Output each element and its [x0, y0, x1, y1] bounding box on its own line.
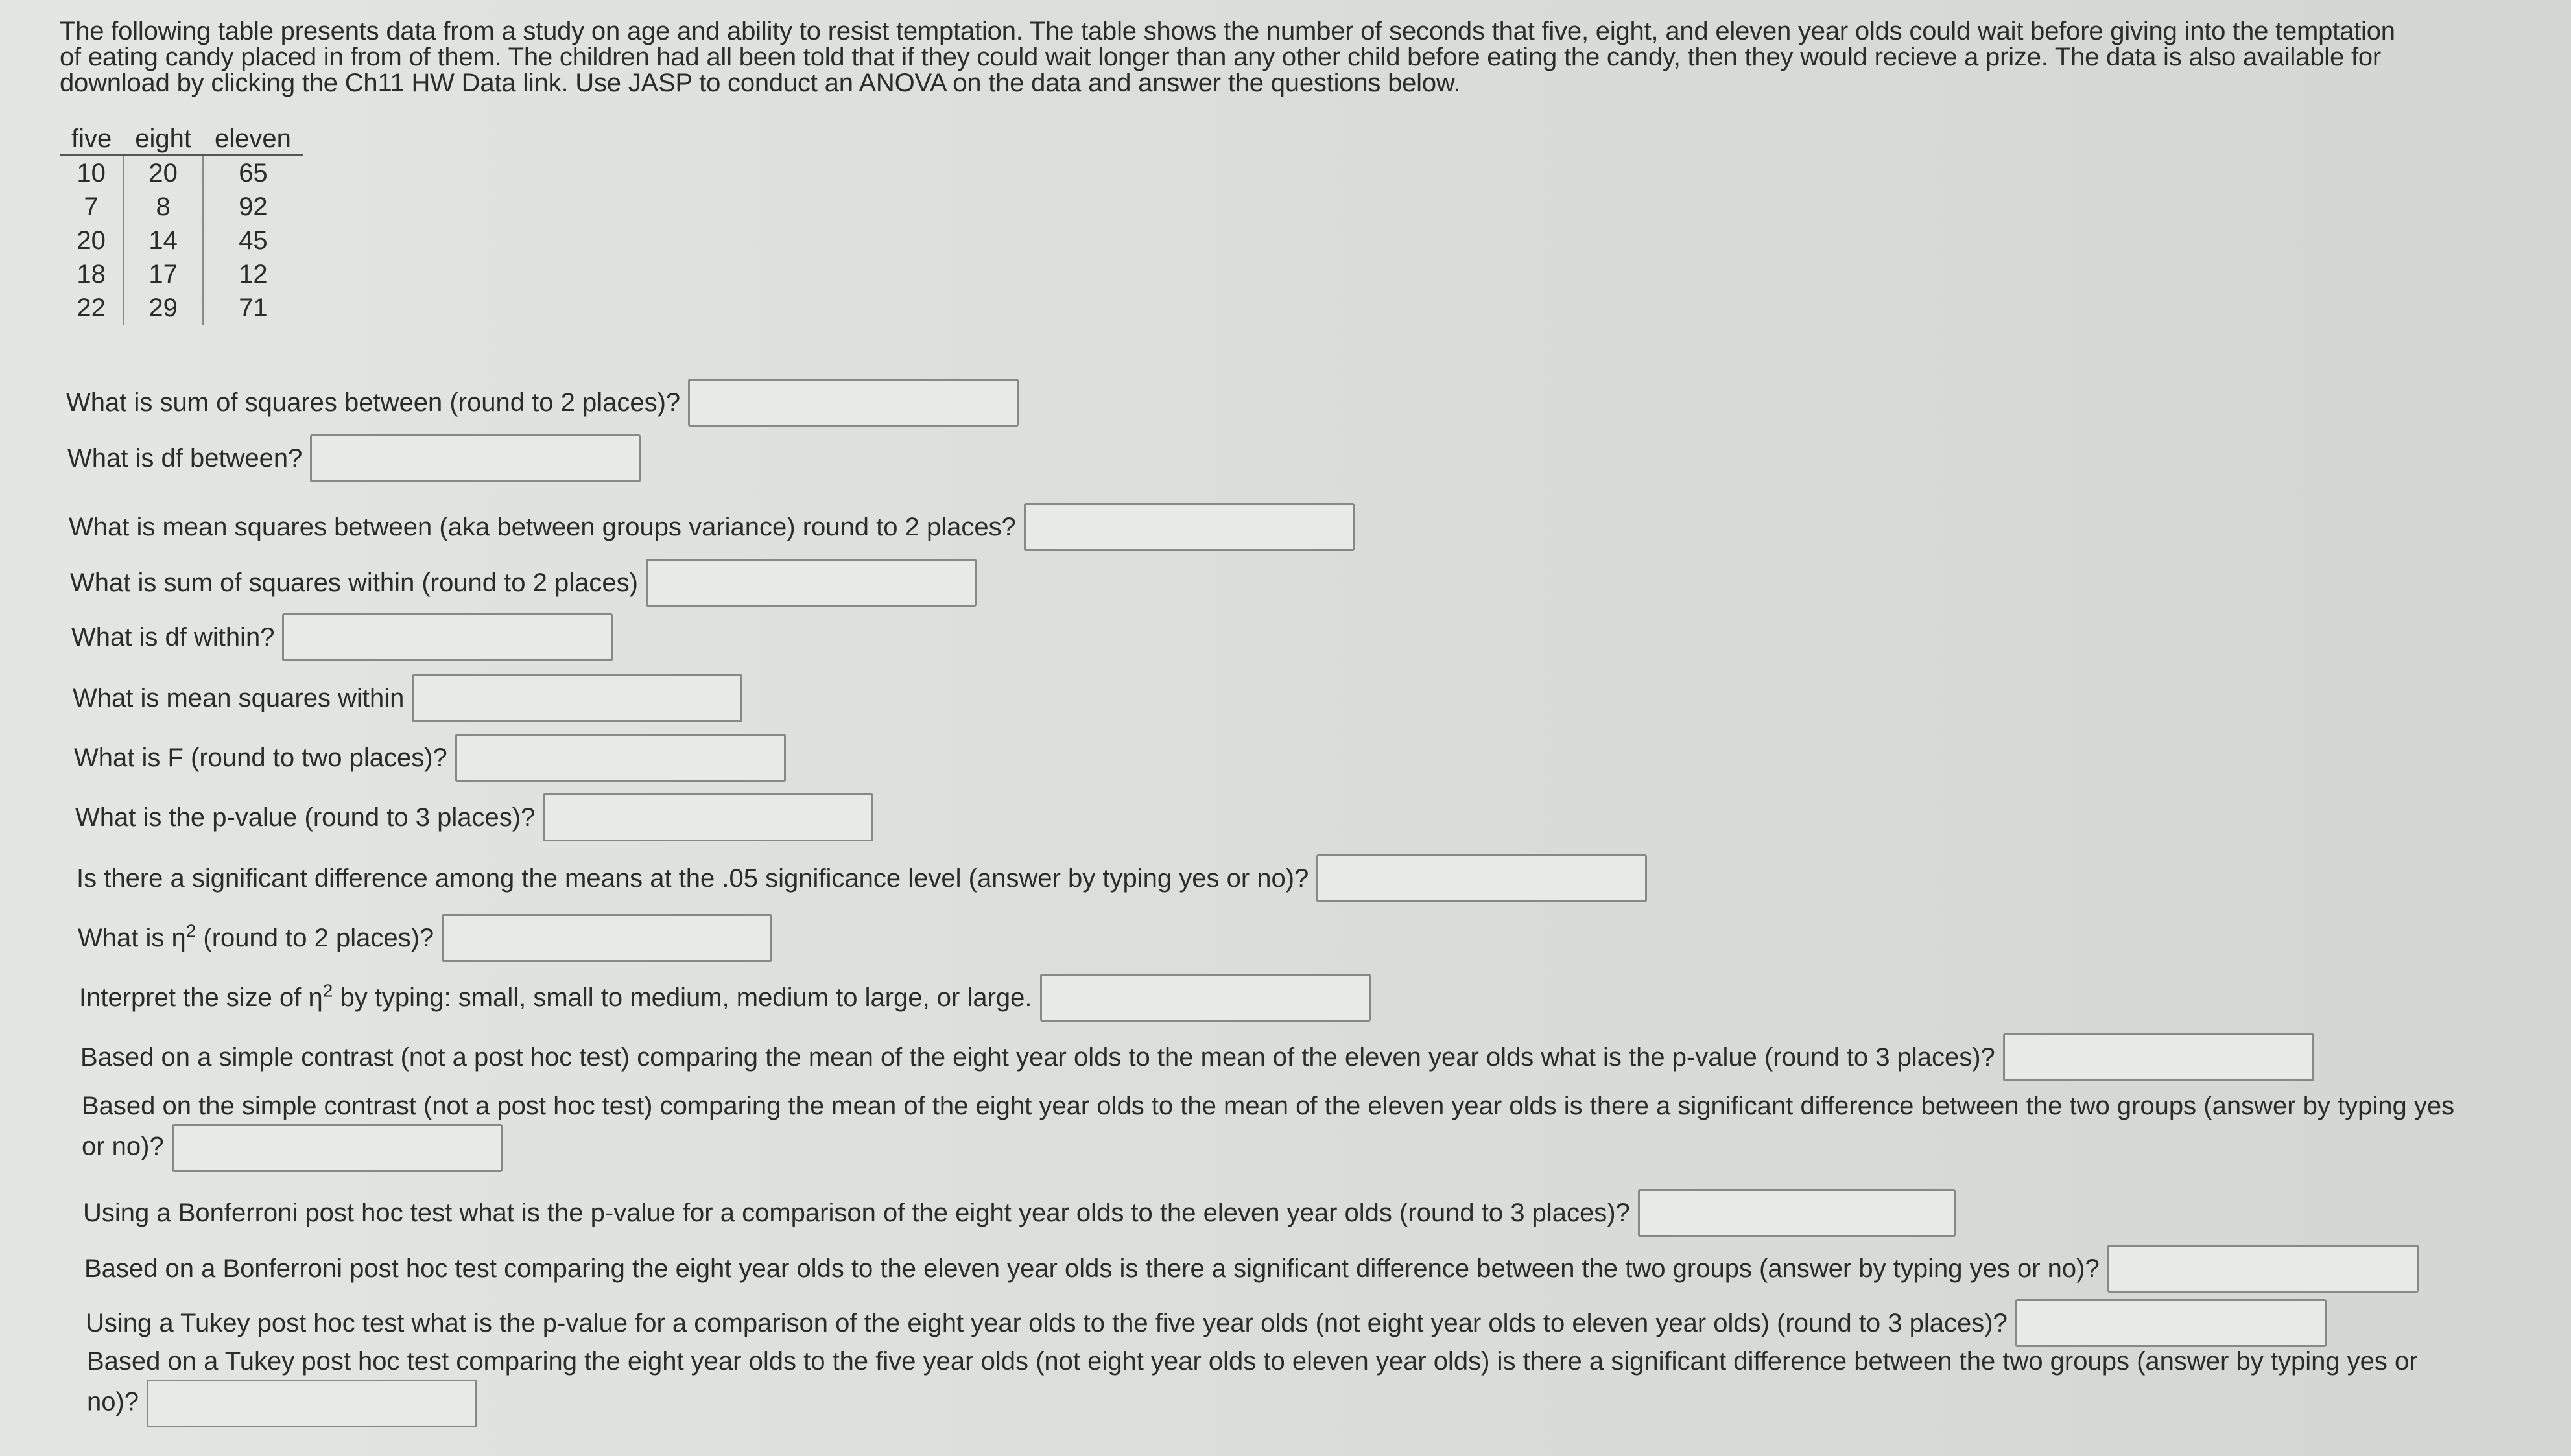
question-df-within [71, 613, 613, 661]
question-label-text: (round to 2 places)? [196, 924, 434, 952]
question-label-line-2: or no)? [82, 1132, 164, 1161]
question-label [78, 921, 434, 952]
column-header-five: five [60, 123, 123, 156]
question-ms-within [73, 674, 742, 722]
answer-bonferroni-significance-input[interactable] [2107, 1245, 2419, 1293]
question-df-between [67, 434, 641, 482]
question-label [79, 980, 1032, 1012]
table-cell: 65 [239, 158, 268, 187]
answer-ss-between-input[interactable] [688, 379, 1019, 427]
answer-eta-squared-input[interactable] [442, 914, 772, 962]
question-label-line-2-wrap [87, 1380, 2571, 1427]
table-cell: 20 [60, 224, 123, 257]
question-label-text: by typing: small, small to medium, medium to large, or large. [333, 983, 1032, 1012]
answer-ms-within-input[interactable] [412, 674, 742, 722]
question-label: What is sum of squares between (round to 2 places)? [66, 388, 681, 417]
question-contrast-p-value [80, 1033, 2314, 1081]
answer-significance-input[interactable] [1316, 854, 1647, 902]
question-label-line-1: Based on the simple contrast (not a post hoc test) comparing the mean of the eight year olds to the mean of the eleven year olds is there a significant difference between the two groups (answer by typing yes [82, 1092, 2455, 1120]
question-label: What is df within? [71, 623, 275, 652]
intro-line-1: The following table presents data from a study on age and ability to resist temptation. The table shows the number of seconds that five, eight, and eleven year olds could wait before giving into the temptation [60, 17, 2395, 45]
question-ss-between [66, 379, 1019, 427]
question-contrast-significance [82, 1088, 2571, 1172]
table-row [60, 257, 303, 291]
table-cell: 18 [60, 257, 123, 291]
answer-ms-between-input[interactable] [1024, 503, 1355, 551]
question-p-value [75, 793, 873, 841]
question-label-line-1: Based on a Tukey post hoc test comparing the eight year olds to the five year olds (not eight year olds to eleven year olds) is there a significant difference between the two groups (answer by typing yes or [87, 1347, 2418, 1376]
question-bonferroni-significance [84, 1245, 2419, 1293]
table-cell: 12 [239, 259, 268, 288]
data-table [60, 123, 303, 325]
answer-eta-size-input[interactable] [1040, 974, 1371, 1022]
answer-contrast-p-value-input[interactable] [2003, 1033, 2314, 1081]
question-bonferroni-p-value [83, 1189, 1956, 1237]
question-label-text: Interpret the size of η [79, 983, 323, 1012]
question-label-line-2: no)? [87, 1387, 139, 1416]
question-label: What is mean squares between (aka between groups variance) round to 2 places? [69, 513, 1016, 541]
answer-contrast-significance-input[interactable] [172, 1124, 503, 1172]
question-label: What is df between? [67, 444, 303, 473]
table-cell: 29 [123, 291, 203, 325]
column-header-eight: eight [123, 123, 203, 156]
table-cell: 20 [123, 156, 203, 191]
table-row [60, 224, 303, 257]
answer-df-within-input[interactable] [282, 613, 613, 661]
question-eta-size [79, 974, 1371, 1022]
question-tukey-p-value [86, 1299, 2327, 1347]
question-label: What is mean squares within [73, 684, 405, 712]
answer-bonferroni-p-value-input[interactable] [1638, 1189, 1956, 1237]
question-label: Based on a simple contrast (not a post hoc test) comparing the mean of the eight year olds to the mean of the eleven year olds what is the p-value (round to 3 places)? [80, 1043, 1995, 1072]
table-cell: 45 [239, 226, 268, 255]
table-cell: 14 [123, 224, 203, 257]
table-cell: 10 [60, 156, 123, 191]
question-label: Is there a significant difference among the means at the .05 significance level (answer by typing yes or no)? [77, 864, 1309, 893]
table-cell: 7 [60, 190, 123, 224]
question-label: What is sum of squares within (round to 2 places) [70, 569, 638, 597]
question-ss-within [70, 559, 977, 607]
question-significance [77, 854, 1647, 902]
answer-tukey-significance-input[interactable] [147, 1380, 477, 1427]
question-label: Based on a Bonferroni post hoc test comparing the eight year olds to the eleven year olds is there a significant difference between the two groups (answer by typing yes or no)? [84, 1254, 2100, 1283]
superscript-two: 2 [322, 980, 333, 1001]
table-row [60, 291, 303, 325]
question-label: Using a Tukey post hoc test what is the p-value for a comparison of the eight year olds to the five year olds (not eight year olds to eleven year olds) (round to 3 places)? [86, 1309, 2008, 1337]
question-label: What is the p-value (round to 3 places)? [75, 803, 536, 832]
answer-p-value-input[interactable] [543, 793, 873, 841]
answer-f-value-input[interactable] [455, 734, 786, 782]
table-row [60, 156, 303, 191]
question-eta-squared [78, 914, 772, 962]
superscript-two: 2 [185, 921, 196, 941]
question-label-line-2-wrap [82, 1124, 2571, 1172]
answer-df-between-input[interactable] [310, 434, 641, 482]
answer-ss-within-input[interactable] [646, 559, 977, 607]
table-cell: 17 [123, 257, 203, 291]
intro-line-3: download by clicking the Ch11 HW Data link. Use JASP to conduct an ANOVA on the data and answer the questions below. [60, 69, 1461, 97]
answer-tukey-p-value-input[interactable] [2015, 1299, 2327, 1347]
table-cell: 71 [239, 293, 268, 322]
question-f-value [74, 734, 786, 782]
question-tukey-significance [87, 1343, 2571, 1427]
question-label: Using a Bonferroni post hoc test what is the p-value for a comparison of the eight year olds to the eleven year olds (round to 3 places)? [83, 1199, 1630, 1227]
question-ms-between [69, 503, 1355, 551]
question-label-text: What is η [78, 924, 186, 952]
table-cell: 8 [123, 190, 203, 224]
intro-paragraph [60, 18, 2563, 96]
intro-line-2: of eating candy placed in from of them. The children had all been told that if they could wait longer than any other child before eating the candy, then they would recieve a prize. The data is also available for [60, 43, 2382, 71]
column-header-eleven: eleven [203, 123, 303, 156]
table-row [60, 190, 303, 224]
table-header-row [60, 123, 303, 156]
table-cell: 92 [239, 192, 268, 221]
table-cell: 22 [60, 291, 123, 325]
question-label: What is F (round to two places)? [74, 744, 447, 772]
